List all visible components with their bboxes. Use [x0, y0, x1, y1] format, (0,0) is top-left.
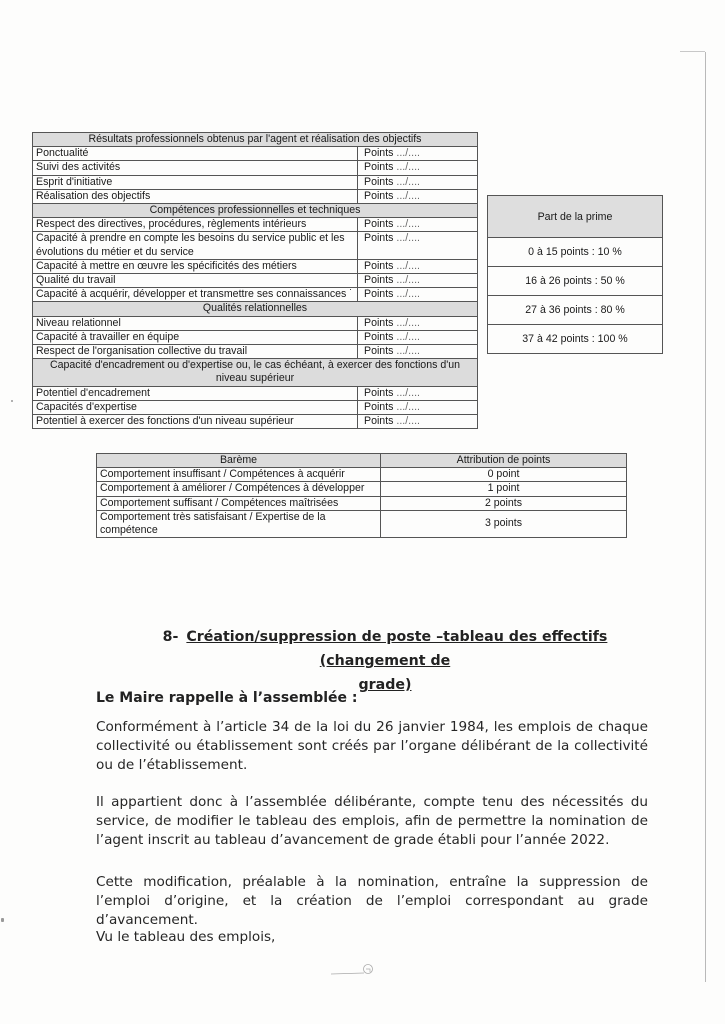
criterion-cell: Capacité à travailler en équipe [33, 330, 358, 344]
points-label: Points [364, 175, 394, 188]
table-row [33, 345, 478, 359]
points-cell[interactable] [358, 274, 478, 288]
points-label: Points [364, 259, 394, 272]
points-label: Points [364, 386, 394, 399]
paragraph: Il appartient donc à l’assemblée délibérante, compte tenu des nécessités du service, de modifier le tableau des emplois, afin de permettre la nomination de l’agent inscrit au tableau d’avancement de grade établi pour l’année 2022. [96, 794, 648, 848]
points-cell[interactable] [358, 400, 478, 414]
prime-row: 27 à 36 points : 80 % [488, 296, 663, 325]
bareme-table [96, 453, 627, 538]
section-number: 8- [162, 629, 179, 645]
scan-edge-mark [680, 51, 705, 52]
table-row [33, 175, 478, 189]
points-cell[interactable] [358, 147, 478, 161]
criterion-cell: Suivi des activités [33, 161, 358, 175]
points-cell[interactable] [358, 189, 478, 203]
table-row [33, 161, 478, 175]
section-header-row [33, 359, 478, 386]
points-value: .../.... [396, 415, 420, 428]
points-value: .../.... [396, 259, 420, 272]
prime-row: 0 à 15 points : 10 % [488, 238, 663, 267]
points-value: .../.... [396, 400, 420, 413]
criterion-cell: Potentiel à exercer des fonctions d'un niveau supérieur [33, 415, 358, 429]
scan-speck [11, 400, 13, 402]
points-cell[interactable] [358, 288, 478, 302]
section-header: Capacité d'encadrement ou d'expertise ou, le cas échéant, à exercer des fonctions d'un niveau supérieur [33, 359, 478, 386]
points-value: .../.... [396, 218, 420, 231]
attribution-header: Attribution de points [381, 454, 627, 468]
evaluation-table [32, 132, 478, 429]
bareme-value: 0 point [381, 468, 627, 482]
points-label: Points [364, 274, 394, 287]
bareme-label: Comportement à améliorer / Compétences à développer [97, 482, 381, 496]
points-value: .../.... [396, 288, 420, 301]
prime-row: 37 à 42 points : 100 % [488, 325, 663, 354]
section-header-row [33, 302, 478, 316]
bareme-value: 3 points [381, 510, 627, 537]
points-cell[interactable] [358, 175, 478, 189]
points-value: .../.... [396, 386, 420, 399]
points-cell[interactable] [358, 316, 478, 330]
table-row [33, 218, 478, 232]
prime-row: 16 à 26 points : 50 % [488, 267, 663, 296]
table-row [97, 482, 627, 496]
points-value: .../.... [396, 175, 420, 188]
scan-speck [1, 918, 4, 922]
prime-header: Part de la prime [488, 196, 663, 238]
points-cell[interactable] [358, 259, 478, 273]
points-value: .../.... [396, 147, 420, 160]
table-row [33, 189, 478, 203]
paragraph: Conformément à l’article 34 de la loi du 26 janvier 1984, les emplois de chaque collectivité ou établissement sont créés par l’organe délibérant de la collectivité ou de l’établissement. [96, 719, 648, 773]
table-row [97, 510, 627, 537]
points-label: Points [364, 189, 394, 202]
bareme-label: Comportement suffisant / Compétences maîtrisées [97, 496, 381, 510]
table-row [33, 330, 478, 344]
points-value: .../.... [396, 161, 420, 174]
bareme-label: Comportement très satisfaisant / Expertise de la compétence [97, 510, 381, 537]
points-value: .../.... [396, 345, 420, 358]
points-label: Points [364, 161, 394, 174]
points-label: Points [364, 232, 394, 245]
criterion-cell: Esprit d'initiative [33, 175, 358, 189]
scan-edge-line [705, 52, 706, 982]
points-label: Points [364, 345, 394, 358]
table-row [33, 415, 478, 429]
bareme-value: 1 point [381, 482, 627, 496]
criterion-cell: Capacité à prendre en compte les besoins du service public et les évolutions du métier et du service [33, 232, 358, 259]
points-label: Points [364, 415, 394, 428]
points-value: .../.... [396, 232, 420, 245]
criterion-cell: Potentiel d'encadrement [33, 386, 358, 400]
table-row [97, 468, 627, 482]
points-cell[interactable] [358, 386, 478, 400]
table-row [33, 316, 478, 330]
points-value: .../.... [396, 330, 420, 343]
bareme-value: 2 points [381, 496, 627, 510]
table-row [97, 496, 627, 510]
section-header: Compétences professionnelles et techniques [33, 204, 478, 218]
paragraph: Vu le tableau des emplois, [96, 929, 276, 945]
section-heading [110, 625, 660, 697]
points-cell[interactable] [358, 161, 478, 175]
points-cell[interactable] [358, 218, 478, 232]
criterion-cell: Ponctualité [33, 147, 358, 161]
criterion-cell: Réalisation des objectifs [33, 189, 358, 203]
points-label: Points [364, 316, 394, 329]
page-number-mark-icon [330, 962, 375, 976]
section-header-row [33, 204, 478, 218]
table-row [33, 147, 478, 161]
paragraph: Cette modification, préalable à la nomination, entraîne la suppression de l’emploi d’origine, et la création de l’emploi correspondant au grade d’avancement. [96, 874, 648, 928]
criterion-cell: Respect des directives, procédures, règlements intérieurs [33, 218, 358, 232]
table-row [33, 274, 478, 288]
points-value: .../.... [396, 189, 420, 202]
points-label: Points [364, 400, 394, 413]
table-row [33, 259, 478, 273]
section-title-line2: grade) [358, 677, 412, 693]
table-row [33, 288, 478, 302]
criterion-cell: Capacités d'expertise [33, 400, 358, 414]
lead-statement: Le Maire rappelle à l’assemblée : [96, 690, 358, 706]
section-header: Résultats professionnels obtenus par l'agent et réalisation des objectifs [33, 133, 478, 147]
section-header: Qualités relationnelles [33, 302, 478, 316]
points-value: .../.... [396, 274, 420, 287]
bareme-label: Comportement insuffisant / Compétences à acquérir [97, 468, 381, 482]
points-value: .../.... [396, 316, 420, 329]
bareme-header: Barème [97, 454, 381, 468]
table-row [33, 400, 478, 414]
criterion-cell: Niveau relationnel [33, 316, 358, 330]
criterion-cell: Capacité à mettre en œuvre les spécificités des métiers [33, 259, 358, 273]
points-label: Points [364, 147, 394, 160]
points-label: Points [364, 330, 394, 343]
criterion-cell: Respect de l'organisation collective du travail [33, 345, 358, 359]
points-cell[interactable] [358, 330, 478, 344]
points-cell[interactable] [358, 345, 478, 359]
section-title-line1: Création/suppression de poste –tableau des effectifs (changement de [186, 629, 608, 669]
points-label: Points [364, 288, 394, 301]
points-label: Points [364, 218, 394, 231]
points-cell[interactable] [358, 232, 478, 259]
section-header-row [33, 133, 478, 147]
criterion-cell: Capacité à acquérir, développer et transmettre ses connaissances ˙ [33, 288, 358, 302]
points-cell[interactable] [358, 415, 478, 429]
table-row [33, 386, 478, 400]
prime-share-table [487, 195, 663, 354]
table-row [33, 232, 478, 259]
criterion-cell: Qualité du travail [33, 274, 358, 288]
